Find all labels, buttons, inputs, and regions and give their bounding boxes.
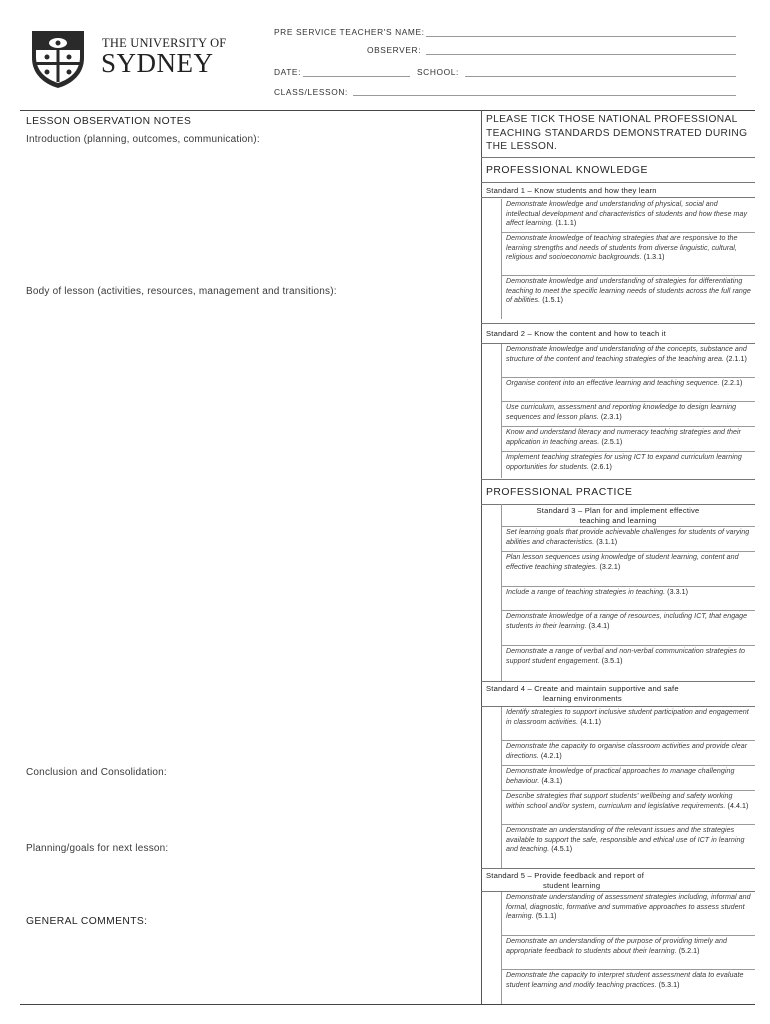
item-description	[506, 234, 752, 263]
item-text: Organise content into an effective learning and teaching sequence.	[506, 379, 720, 387]
standard-3-4-1-row[interactable]	[481, 611, 755, 646]
item-code: (3.3.1)	[667, 588, 689, 596]
item-description	[506, 742, 752, 761]
standard-3-heading-row	[481, 504, 755, 527]
item-text: Demonstrate a range of verbal and non-verbal communication strategies to support student engagement.	[506, 647, 746, 665]
item-code: (3.5.1)	[601, 656, 623, 665]
item-description	[506, 937, 752, 956]
observer-label: OBSERVER:	[367, 45, 422, 55]
standard-5-title-line1: Standard 5 – Provide feedback and report of	[486, 871, 645, 880]
lesson-notes-column	[20, 110, 482, 1010]
tick-box[interactable]	[481, 936, 502, 970]
class-lesson-field[interactable]	[353, 95, 736, 96]
item-code: (3.2.1)	[599, 562, 621, 571]
item-text: Identify strategies to support inclusive student participation and engagement in classroom activities.	[506, 708, 749, 726]
standards-checklist-column	[481, 110, 755, 1004]
item-code: (1.5.1)	[542, 296, 564, 305]
standard-2-1-1-row[interactable]	[481, 344, 755, 378]
standard-3-2-1-row[interactable]	[481, 552, 755, 587]
item-description	[506, 553, 752, 572]
introduction-label: Introduction (planning, outcomes, communication):	[26, 134, 260, 145]
standard-4-1-1-row[interactable]	[481, 707, 755, 741]
professional-knowledge-heading: PROFESSIONAL KNOWLEDGE	[486, 165, 648, 176]
item-text: Demonstrate knowledge and understanding of the concepts, substance and structure of the content and teaching strategies of the teaching area.	[506, 345, 747, 363]
item-text: Demonstrate knowledge and understanding of strategies for differentiating teaching to meet the specific learning needs of students across the full range of abilities.	[506, 277, 751, 305]
school-label: SCHOOL:	[417, 67, 459, 77]
item-description	[506, 893, 752, 922]
item-code: (3.1.1)	[596, 537, 618, 546]
teacher-name-label: PRE SERVICE TEACHER'S NAME:	[274, 27, 425, 37]
heading-cell	[481, 504, 502, 527]
standard-5-3-1-row[interactable]	[481, 970, 755, 1004]
standard-2-3-1-row[interactable]	[481, 402, 755, 427]
item-code: (2.1.1)	[726, 354, 747, 363]
standard-1-5-1-row[interactable]	[481, 276, 755, 319]
planning-goals-label: Planning/goals for next lesson:	[26, 843, 169, 854]
tick-box[interactable]	[481, 825, 502, 868]
divider	[481, 868, 755, 869]
standard-1-3-1-row[interactable]	[481, 233, 755, 276]
item-code: (4.1.1)	[580, 717, 602, 726]
tick-box[interactable]	[481, 611, 502, 646]
item-code: (4.5.1)	[551, 845, 573, 854]
divider	[481, 182, 755, 183]
standard-3-3-1-row[interactable]	[481, 587, 755, 611]
tick-box[interactable]	[481, 402, 502, 427]
tick-box[interactable]	[481, 791, 502, 825]
item-description	[506, 708, 752, 727]
item-description	[506, 345, 752, 364]
standard-4-5-1-row[interactable]	[481, 825, 755, 868]
item-code: (2.6.1)	[591, 462, 612, 471]
item-text: Describe strategies that support students' wellbeing and safety working within school and/or system, curriculum and legislative requirements.	[506, 792, 733, 810]
standard-2-2-1-row[interactable]	[481, 378, 755, 402]
item-code: (4.3.1)	[541, 776, 563, 785]
item-description	[506, 528, 752, 547]
university-logo	[28, 28, 228, 90]
tick-box[interactable]	[481, 527, 502, 552]
item-code: (3.4.1)	[588, 621, 610, 630]
item-text: Know and understand literacy and numeracy teaching strategies and their application in teaching areas.	[506, 428, 742, 446]
standard-1-1-1-row[interactable]	[481, 199, 755, 233]
tick-box[interactable]	[481, 707, 502, 741]
item-text: Plan lesson sequences using knowledge of student learning, content and effective teaching strategies.	[506, 553, 739, 571]
standard-3-title-line1: Standard 3 – Plan for and implement effective	[536, 506, 700, 515]
item-description	[506, 647, 752, 666]
university-name-line1: THE UNIVERSITY OF	[102, 36, 227, 50]
item-text: Demonstrate knowledge and understanding of physical, social and intellectual development and characteristics of students and how these may affect learning.	[506, 200, 748, 228]
university-crest-icon	[28, 28, 88, 90]
standard-2-5-1-row[interactable]	[481, 427, 755, 452]
standard-4-heading	[486, 684, 748, 703]
tick-box[interactable]	[481, 199, 502, 233]
tick-box[interactable]	[481, 646, 502, 681]
divider	[481, 681, 755, 682]
item-text: Include a range of teaching strategies in teaching.	[506, 588, 666, 596]
observer-field[interactable]	[426, 54, 736, 55]
item-text: Use curriculum, assessment and reporting knowledge to design learning sequences and lesson plans.	[506, 403, 737, 421]
divider	[481, 197, 755, 198]
item-code: (5.1.1)	[535, 912, 557, 921]
divider	[481, 157, 755, 158]
item-text: Demonstrate the capacity to organise classroom activities and provide clear directions.	[506, 742, 748, 760]
standard-4-title-line1: Standard 4 – Create and maintain supportive and safe	[486, 684, 679, 693]
item-description	[506, 453, 752, 472]
item-description	[506, 379, 752, 389]
tick-box[interactable]	[481, 766, 502, 791]
item-code: (1.1.1)	[555, 219, 577, 228]
conclusion-label: Conclusion and Consolidation:	[26, 767, 167, 778]
item-text: Demonstrate an understanding of the purpose of providing timely and appropriate feedback to students about their learning.	[506, 937, 728, 955]
standard-5-1-1-row[interactable]	[481, 892, 755, 936]
tick-box[interactable]	[481, 892, 502, 936]
class-lesson-label: CLASS/LESSON:	[274, 87, 348, 97]
tick-box[interactable]	[481, 587, 502, 611]
item-code: (5.3.1)	[658, 980, 680, 989]
standard-3-5-1-row[interactable]	[481, 646, 755, 681]
university-name-line2: SYDNEY	[101, 48, 214, 78]
standard-1-heading: Standard 1 – Know students and how they learn	[486, 186, 657, 195]
tick-box[interactable]	[481, 427, 502, 452]
tick-box[interactable]	[481, 378, 502, 402]
item-description	[506, 971, 752, 990]
item-text: Demonstrate understanding of assessment strategies including, informal and formal, diagnostic, formative and summative approaches to assess student learning.	[506, 893, 751, 921]
tick-box[interactable]	[481, 452, 502, 478]
standard-4-2-1-row[interactable]	[481, 741, 755, 766]
item-code: (4.4.1)	[727, 801, 749, 810]
standard-3-title-line2: teaching and learning	[579, 515, 657, 525]
tick-box[interactable]	[481, 552, 502, 587]
item-code: (2.5.1)	[601, 437, 623, 446]
tick-box[interactable]	[481, 970, 502, 1004]
item-description	[506, 792, 752, 811]
body-of-lesson-label: Body of lesson (activities, resources, management and transitions):	[26, 286, 337, 297]
standards-instructions: PLEASE TICK THOSE NATIONAL PROFESSIONAL TEACHING STANDARDS DEMONSTRATED DURING THE LESSON.	[486, 114, 748, 152]
standard-5-title-line2: student learning	[543, 880, 601, 890]
standard-3-heading	[507, 506, 729, 525]
item-text: Set learning goals that provide achievable challenges for students of varying abilities and characteristics.	[506, 528, 750, 546]
item-code: (2.3.1)	[600, 412, 622, 421]
item-description	[506, 588, 752, 598]
item-text: Implement teaching strategies for using ICT to expand curriculum learning opportunities for students.	[506, 453, 742, 471]
item-code: (4.2.1)	[540, 751, 562, 760]
item-code: (5.2.1)	[678, 946, 700, 955]
standard-4-title-line2: learning environments	[543, 693, 622, 703]
item-code: (1.3.1)	[643, 253, 665, 262]
item-description	[506, 200, 752, 229]
item-description	[506, 612, 752, 631]
tick-box[interactable]	[481, 344, 502, 378]
lesson-notes-title: LESSON OBSERVATION NOTES	[26, 116, 192, 127]
standard-5-heading	[486, 871, 748, 890]
tick-box[interactable]	[481, 276, 502, 319]
teacher-name-field[interactable]	[426, 36, 736, 37]
standard-3-1-1-row[interactable]	[481, 527, 755, 552]
item-text: Demonstrate an understanding of the relevant issues and the strategies available to support the safe, responsible and ethical use of ICT in learning and teaching.	[506, 826, 745, 854]
tick-box[interactable]	[481, 741, 502, 766]
standard-4-3-1-row[interactable]	[481, 766, 755, 791]
item-description	[506, 277, 752, 306]
divider	[481, 479, 755, 480]
item-text: Demonstrate knowledge of practical approaches to manage challenging behaviour.	[506, 767, 735, 785]
standard-4-4-1-row[interactable]	[481, 791, 755, 825]
professional-practice-heading: PROFESSIONAL PRACTICE	[486, 487, 633, 498]
date-field[interactable]	[303, 76, 410, 77]
item-text: Demonstrate knowledge of teaching strategies that are responsive to the learning strengths and needs of students from diverse linguistic, cultural, religious and socioeconomic backgrounds.	[506, 234, 738, 262]
item-text: Demonstrate the capacity to interpret student assessment data to evaluate student learning and modify teaching practices.	[506, 971, 744, 989]
standard-5-2-1-row[interactable]	[481, 936, 755, 970]
item-text: Demonstrate knowledge of a range of resources, including ICT, that engage students in their learning.	[506, 612, 748, 630]
school-field[interactable]	[465, 76, 736, 77]
date-label: DATE:	[274, 67, 302, 77]
standard-2-6-1-row[interactable]	[481, 452, 755, 478]
item-description	[506, 767, 752, 786]
standard-2-heading: Standard 2 – Know the content and how to teach it	[486, 329, 666, 338]
item-code: (2.2.1)	[721, 379, 743, 387]
item-description	[506, 403, 752, 422]
item-description	[506, 826, 752, 855]
divider	[481, 323, 755, 324]
item-description	[506, 428, 752, 447]
general-comments-label: GENERAL COMMENTS:	[26, 916, 148, 927]
tick-box[interactable]	[481, 233, 502, 276]
